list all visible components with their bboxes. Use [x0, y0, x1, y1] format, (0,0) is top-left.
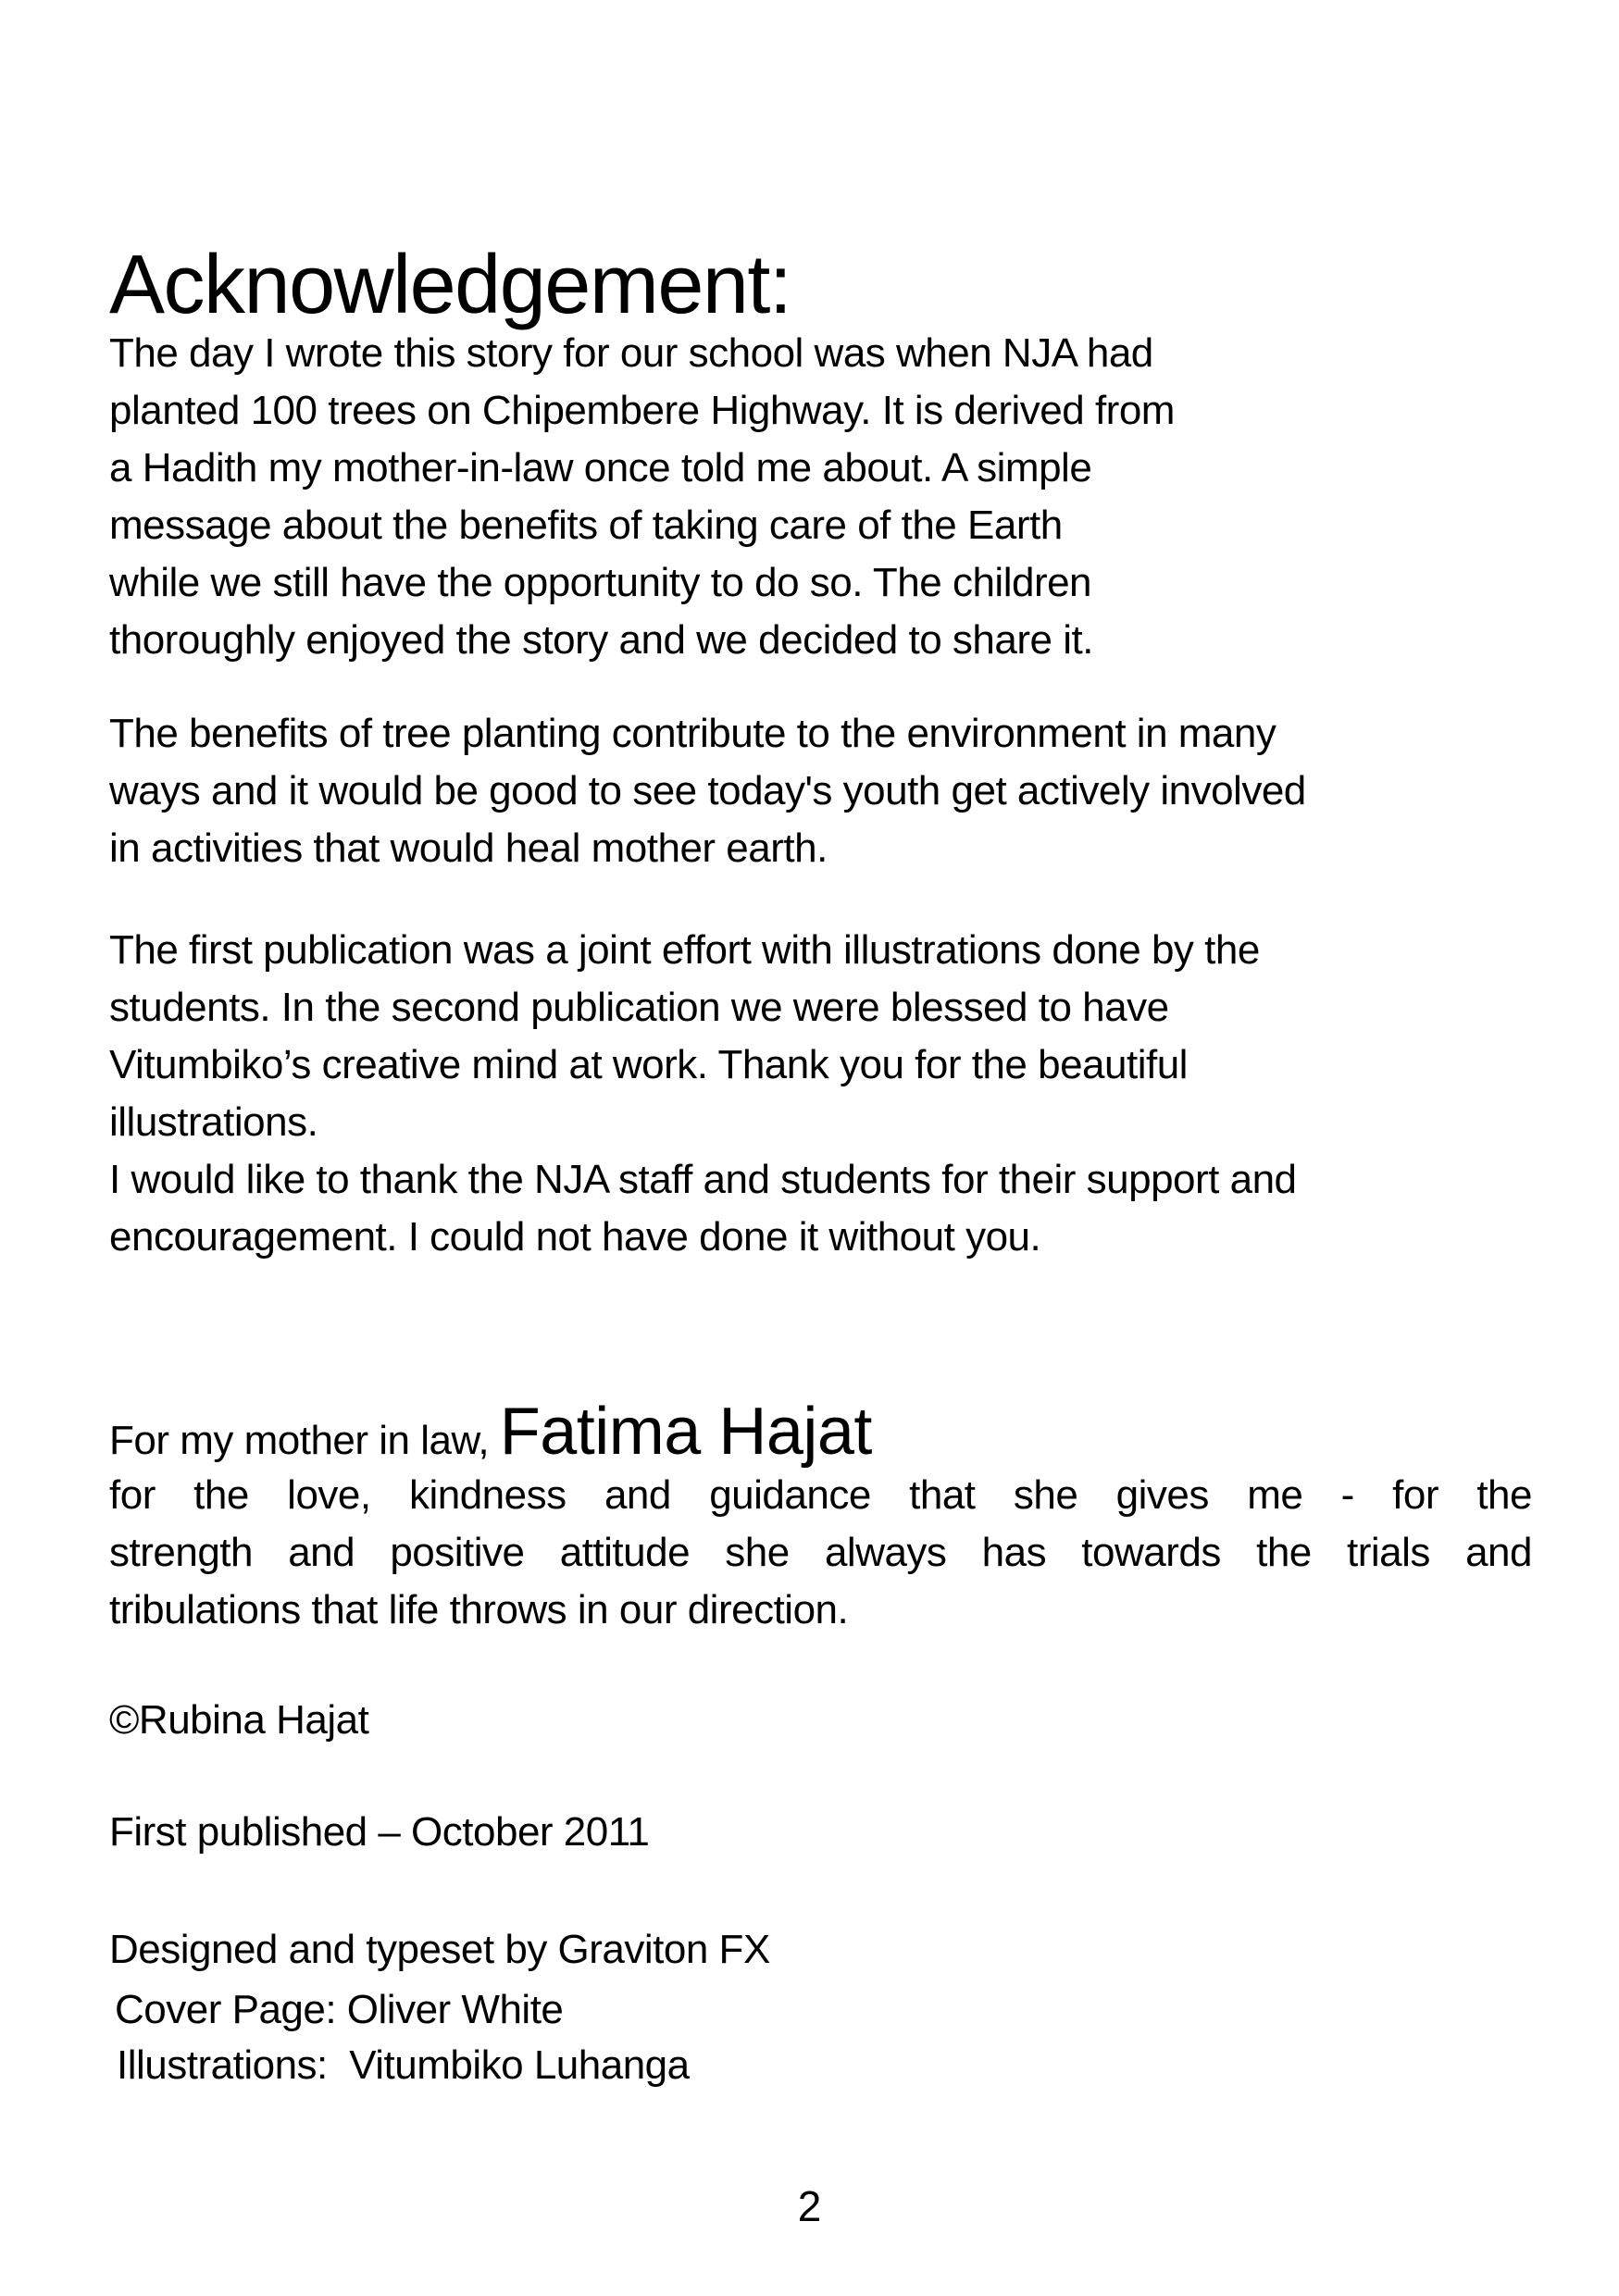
text-line: The day I wrote this story for our school was when NJA had — [109, 330, 1153, 376]
paragraph-publication-thanks — [109, 922, 1297, 1266]
text-line: tribulations that life throws in our direction. — [109, 1587, 849, 1632]
text-line: in activities that would heal mother earth. — [109, 825, 828, 871]
page-number: 2 — [797, 2182, 822, 2230]
text-line: The benefits of tree planting contribute to the environment in many — [109, 711, 1277, 756]
text-line: a Hadith my mother-in-law once told me about. A simple — [109, 445, 1092, 490]
text-line: encouragement. I could not have done it without you. — [109, 1214, 1041, 1260]
text-line: for the love, kindness and guidance that she gives me - for the — [109, 1472, 1532, 1518]
paragraph-intro — [109, 325, 1175, 669]
publish-date-line: First published – October 2011 — [109, 1809, 650, 1855]
text-line: I would like to thank the NJA staff and students for their support and — [109, 1157, 1297, 1202]
dedication-prefix: For my mother in law, — [109, 1418, 500, 1463]
dedication-name: Fatima Hajat — [499, 1395, 872, 1469]
text-line: strength and positive attitude she always has towards the trials and — [109, 1530, 1532, 1575]
paragraph-benefits — [109, 705, 1306, 877]
credit-cover-line: Cover Page: Oliver White — [115, 1987, 564, 2032]
text-line: thoroughly enjoyed the story and we decided to share it. — [109, 617, 1093, 663]
text-line: illustrations. — [109, 1099, 318, 1145]
text-line: message about the benefits of taking care of the Earth — [109, 503, 1063, 548]
text-line: Vitumbiko’s creative mind at work. Thank you for the beautiful — [109, 1042, 1188, 1087]
text-line: The first publication was a joint effort with illustrations done by the — [109, 927, 1260, 973]
text-line: planted 100 trees on Chipembere Highway. It is derived from — [109, 388, 1175, 433]
page-title: Acknowledgement: — [109, 239, 791, 332]
text-line: ways and it would be good to see today's youth get actively involved — [109, 768, 1306, 813]
paragraph-dedication — [109, 1467, 1532, 1639]
text-line: students. In the second publication we were blessed to have — [109, 985, 1169, 1030]
dedication-heading — [109, 1395, 872, 1469]
credit-illustrations-line: Illustrations: Vitumbiko Luhanga — [117, 2042, 690, 2088]
copyright-line: ©Rubina Hajat — [109, 1697, 369, 1743]
credit-design-line: Designed and typeset by Graviton FX — [109, 1927, 770, 1972]
text-line: while we still have the opportunity to do so. The children — [109, 560, 1092, 605]
